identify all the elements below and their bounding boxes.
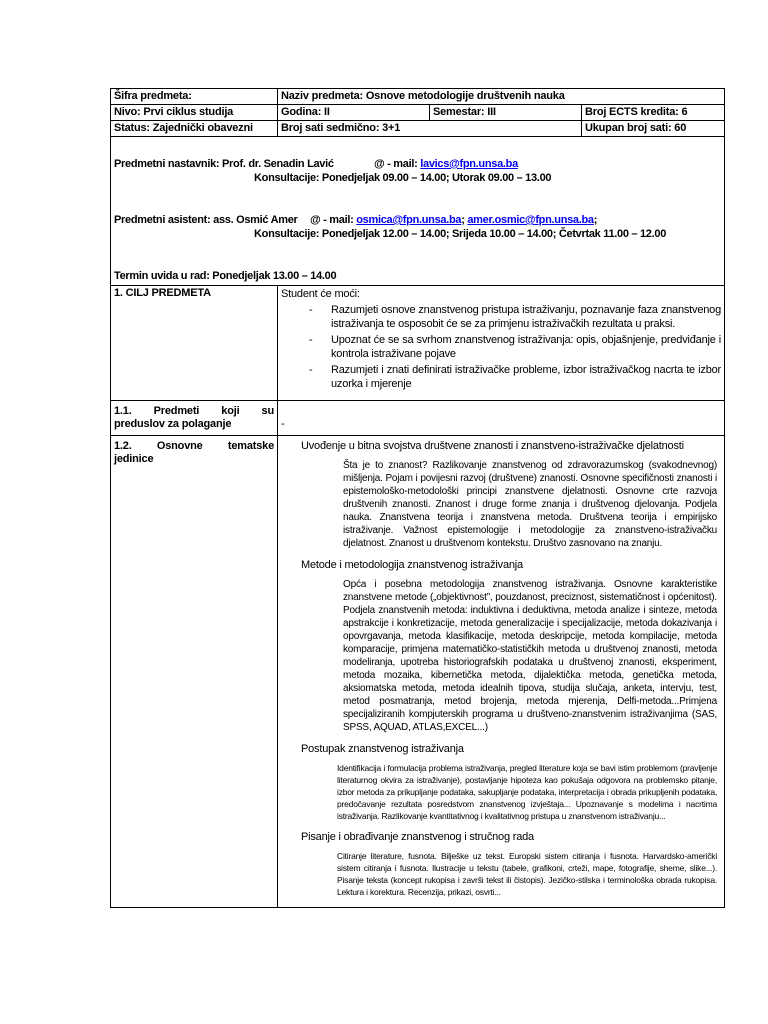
- staff-info-cell: [111, 137, 725, 286]
- total-hours-cell: Ukupan broj sati: 60: [582, 121, 725, 137]
- goal-intro: Student će moći:: [281, 288, 360, 300]
- goal-item-text: Upoznat će se sa svrhom znanstvenog istraživanja: opis, objašnjenje, predviđanje i kontrola istraživane pojave: [331, 334, 722, 360]
- header-row-3: [111, 121, 725, 137]
- details-table: [110, 136, 725, 908]
- prerequisite-value-cell: [278, 401, 725, 436]
- topic-title: Pisanje i obrađivanje znanstvenog i stručnog rada: [301, 831, 534, 843]
- topic-body: Citiranje literature, fusnota. Bilješke uz tekst. Europski sistem citiranja i fusnota. Harvardsko-američki sistem citiranja i fusnota. Ilustracije u tekstu (tabele, grafikoni, crteži, mape, fotografije, sheme, slike...). Pisanje teksta (koncept rukopisa i završi tekst ili čistopis). Jezičko-stilska i terminološka obrada rukopisa. Lektura i korektura. Recenzija, prikazi, osvrti...: [337, 851, 718, 897]
- assistant-email-end: ;: [593, 214, 598, 226]
- goal-item-text: Razumjeti i znati definirati istraživačke probleme, izbor istraživačkog nacrta te izbor uzorka i mjerenje: [331, 364, 722, 390]
- course-code-cell: Šifra predmeta:: [111, 89, 278, 105]
- lecturer-name: Predmetni nastavnik: Prof. dr. Senadin Lavić: [114, 158, 334, 170]
- goal-content-cell: [278, 286, 725, 401]
- assistant-consultations-text: Konsultacije: Ponedjeljak 12.00 – 14.00; Srijeda 10.00 – 14.00; Četvrtak 11.00 – 12.00: [254, 228, 667, 240]
- assistant-consultations: [114, 227, 721, 241]
- ects-cell: Broj ECTS kredita: 6: [582, 105, 725, 121]
- weekly-hours-cell: Broj sati sedmično: 3+1: [278, 121, 582, 137]
- topic-body: Identifikacija i formulacija problema istraživanja, pregled literature koja se bavi istim problemom (pravljenje literaturnog okvira za istraživanje), postavljanje hipoteza kao pokušaja odgovora na problemsko pitanje, izbor metoda za prikupljanje podataka, sakupljanje podataka, interpretacija i obrada prikupljenih podataka, predočavanje rezultata posredstvom znanstvenog izvještaja... Upoznavanje s modelima i nacrtima istraživanja. Razlikovanje kvantitativnog i kvalitativnog pristupa u znanstvenom istraživanju...: [337, 763, 718, 821]
- goal-label: 1. CILJ PREDMETA: [114, 287, 211, 299]
- prerequisite-row: [111, 401, 725, 436]
- assistant-line: [114, 213, 721, 227]
- lecturer-consultations-text: Konsultacije: Ponedjeljak 09.00 – 14.00; Utorak 09.00 – 13.00: [254, 172, 552, 184]
- course-name-cell: Naziv predmeta: Osnove metodologije društvenih nauka: [278, 89, 725, 105]
- review-term-text: Termin uvida u rad: Ponedjeljak 13.00 – 14.00: [114, 270, 337, 282]
- year-cell: Godina: II: [278, 105, 430, 121]
- topic-title: Postupak znanstvenog istraživanja: [301, 743, 464, 755]
- topic-title: Metode i metodologija znanstvenog istraživanja: [301, 559, 523, 571]
- topics-label-line-1: 1.2. Osnovne tematske: [114, 440, 274, 452]
- prerequisite-label-line-1: 1.1. Predmeti koji su: [114, 405, 274, 417]
- goal-dash: -: [309, 304, 313, 316]
- semester-cell: Semestar: III: [430, 105, 582, 121]
- lecturer-line: [114, 157, 721, 171]
- assistant-email-link-1[interactable]: osmica@fpn.unsa.ba: [356, 214, 462, 226]
- topics-label-line-2: jedinice: [114, 453, 154, 465]
- topic-title: Uvođenje u bitna svojstva društvene znanosti i znanstveno-istraživačke djelatnosti: [301, 440, 684, 452]
- goal-dash: -: [309, 334, 313, 346]
- header-table: [110, 88, 725, 137]
- assistant-mail-label: @ - mail:: [310, 214, 354, 226]
- review-term-line: [114, 269, 721, 283]
- topic-block: [281, 558, 721, 734]
- topics-content-cell: [278, 436, 725, 908]
- prerequisite-value: -: [281, 417, 285, 430]
- goal-dash: -: [309, 364, 313, 376]
- lecturer-email-link[interactable]: lavics@fpn.unsa.ba: [420, 158, 518, 170]
- lecturer-consultations: [114, 171, 721, 185]
- goal-row: [111, 286, 725, 401]
- topic-block: [281, 439, 721, 550]
- goal-item: [281, 363, 721, 391]
- lecturer-mail-label: @ - mail:: [374, 158, 418, 170]
- goal-item: [281, 303, 721, 331]
- status-cell: Status: Zajednički obavezni: [111, 121, 278, 137]
- goal-list: [281, 303, 721, 391]
- goal-item-text: Razumjeti osnove znanstvenog pristupa istraživanju, poznavanje faza znanstvenog istraživanja te osposobit će se za primjenu istraživačkih rezultata u praksi.: [331, 304, 722, 330]
- prerequisite-label-cell: [111, 401, 278, 436]
- goal-label-cell: [111, 286, 278, 401]
- assistant-name: Predmetni asistent: ass. Osmić Amer: [114, 214, 298, 226]
- prerequisite-label-line-2: preduslov za polaganje: [114, 418, 232, 430]
- level-cell: Nivo: Prvi ciklus studija: [111, 105, 278, 121]
- topics-row: [111, 436, 725, 908]
- topic-block: [281, 830, 721, 898]
- topic-body: Opća i posebna metodologija znanstvenog istraživanja. Osnovne karakteristike znanstvene metode („objektivnost”, pouzdanost, preciznost, sistematičnost i općenitost). Podjela znanstvenih metoda: induktivna i deduktivna, metoda analize i sinteze, metoda apstrakcije i konkretizacije, metoda generalizacije i specijalizacije, metoda dokazivanja i opovrgavanja, metoda klasifikacije, metoda deskripcije, metoda kompilacije, metoda komparacije, primjena matematičko-statističkih metoda u društvenoj znanosti, metoda modeliranja, upotreba historiografskih podataka u društvenoj znanosti, eksperiment, metoda mozaika, kibernetička metoda, dijalektička metoda, genetička metoda, aksiomatska metoda, metoda idealnih tipova, studija slučaja, anketa, intervju, test, metod posmatranja, metod brojenja, metoda mjerenja, Delfi-metoda...Primjena specijaliziranih kompjuterskih programa u društveno-znanstvenim istraživanjima (SAS, SPSS, AQUAD, ATLAS,EXCEL...): [343, 579, 718, 733]
- header-row-2: [111, 105, 725, 121]
- assistant-email-separator: ;: [461, 214, 465, 226]
- assistant-email-link-2[interactable]: amer.osmic@fpn.unsa.ba: [467, 214, 594, 226]
- header-row-1: [111, 89, 725, 105]
- staff-info-row: [111, 137, 725, 286]
- topic-body: Šta je to znanost? Razlikovanje znanstvenog od zdravorazumskog (svakodnevnog) mišljenja. Pojam i povijesni razvoj (društvene) znanosti. Osnovne specifičnosti znanosti i epistemološko-metodološki principi znanstvene djelatnosti. Osnovne crte razvoja društvenih znanosti. Znanost i druge forme znanja i društvenog djelovanja. Podjela nauka. Znanstvena teorija i znanstvena metoda. Društvena teorija i empirijsko istraživanje. Važnost epistemologije i metodologije za znanstveno-istraživačku djelatnost. Znanost u društvenom kontekstu. Društvo zasnovano na znanju.: [343, 460, 718, 549]
- syllabus-page: [110, 88, 724, 908]
- topic-block: [281, 742, 721, 822]
- goal-item: [281, 333, 721, 361]
- topics-label-cell: [111, 436, 278, 908]
